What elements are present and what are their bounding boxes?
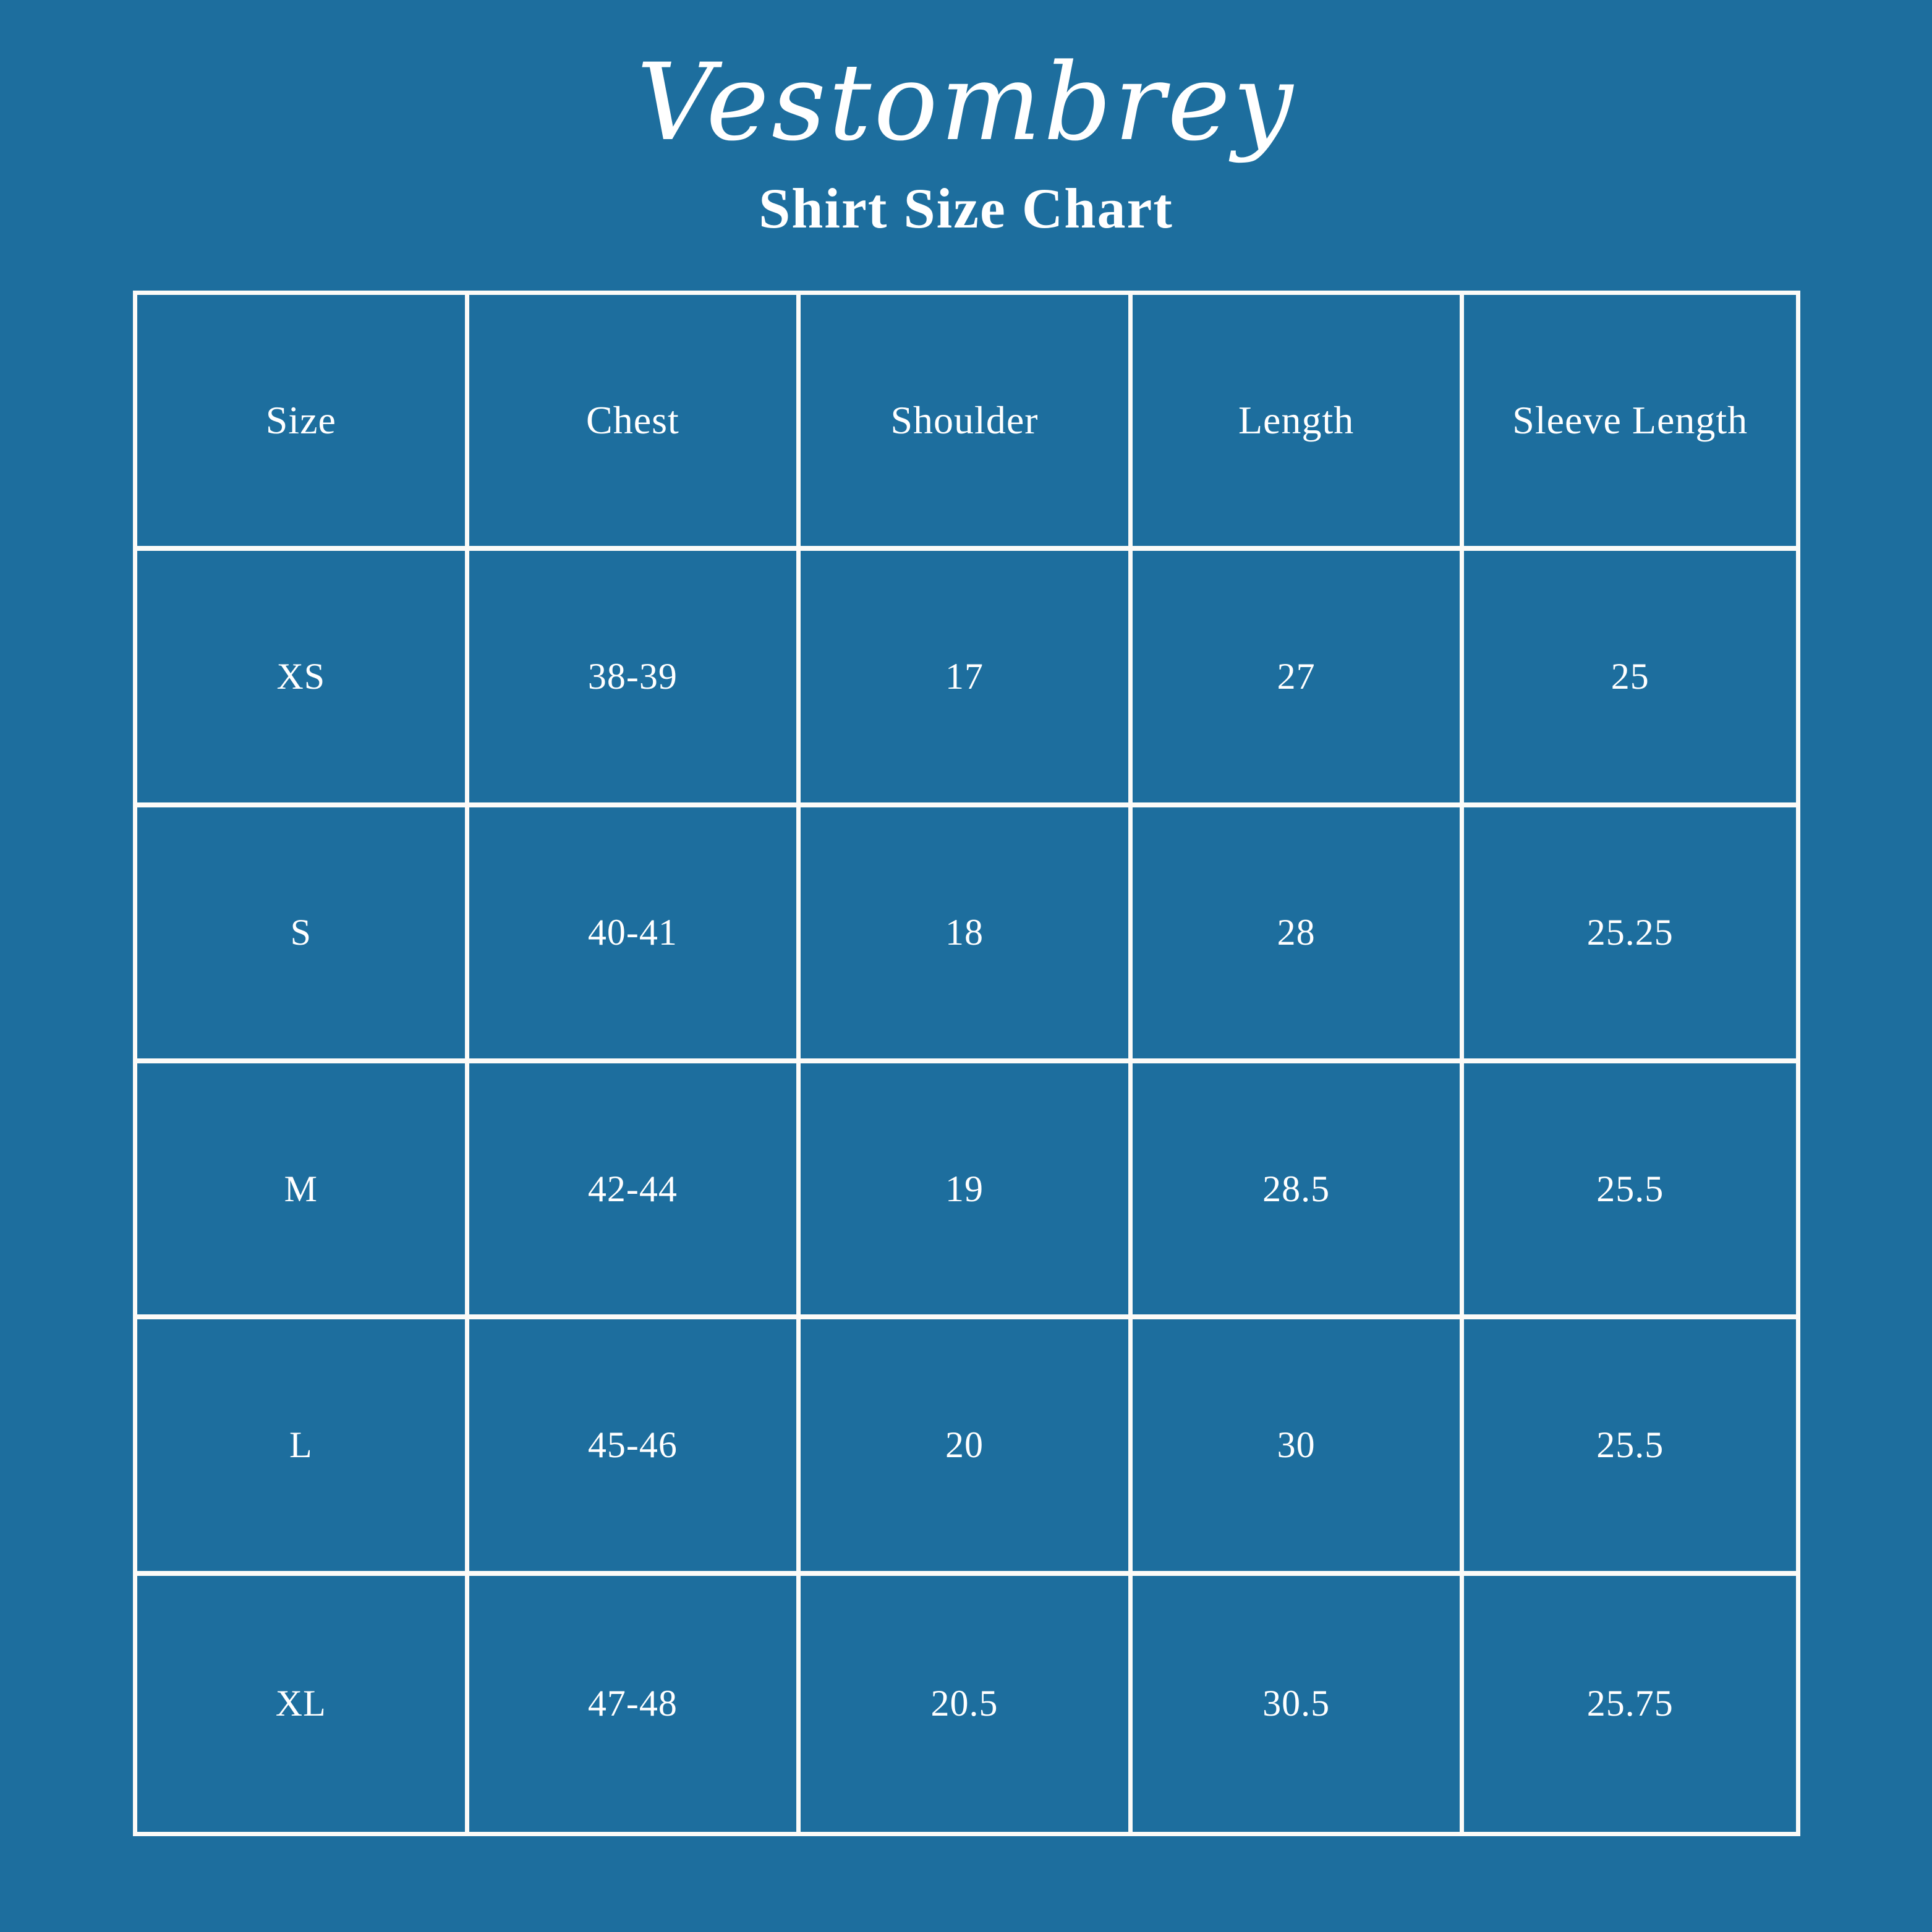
- table-cell: 25.5: [1464, 1319, 1796, 1575]
- size-label-l: L: [137, 1319, 469, 1575]
- column-header-sleeve-length: Sleeve Length: [1464, 295, 1796, 551]
- table-cell: 30.5: [1133, 1576, 1465, 1832]
- column-header-length: Length: [1133, 295, 1465, 551]
- column-header-shoulder: Shoulder: [801, 295, 1133, 551]
- brand-title: Vestombrey: [636, 40, 1296, 164]
- table-cell: 25: [1464, 551, 1796, 807]
- size-label-s: S: [137, 807, 469, 1063]
- table-cell: 18: [801, 807, 1133, 1063]
- table-cell: 42-44: [469, 1063, 801, 1319]
- table-cell: 25.5: [1464, 1063, 1796, 1319]
- size-label-xs: XS: [137, 551, 469, 807]
- size-label-xl: XL: [137, 1576, 469, 1832]
- table-cell: 45-46: [469, 1319, 801, 1575]
- table-cell: 40-41: [469, 807, 801, 1063]
- table-cell: 25.75: [1586, 1683, 1674, 1724]
- table-cell: 20.5: [801, 1576, 1133, 1832]
- size-label-m: M: [137, 1063, 469, 1319]
- table-cell: 28.5: [1133, 1063, 1465, 1319]
- column-header-size: Size: [137, 295, 469, 551]
- table-cell: 30: [1133, 1319, 1465, 1575]
- table-cell: 47-48: [469, 1576, 801, 1832]
- table-cell: 20: [801, 1319, 1133, 1575]
- table-cell: 25.25: [1464, 807, 1796, 1063]
- table-cell: 17: [801, 551, 1133, 807]
- page-subtitle: Shirt Size Chart: [759, 177, 1173, 240]
- table-cell: 28: [1133, 807, 1465, 1063]
- table-cell: 19: [801, 1063, 1133, 1319]
- table-cell: 27: [1133, 551, 1465, 807]
- table-cell: 38-39: [469, 551, 801, 807]
- column-header-chest: Chest: [469, 295, 801, 551]
- size-chart-table: [133, 291, 1800, 1836]
